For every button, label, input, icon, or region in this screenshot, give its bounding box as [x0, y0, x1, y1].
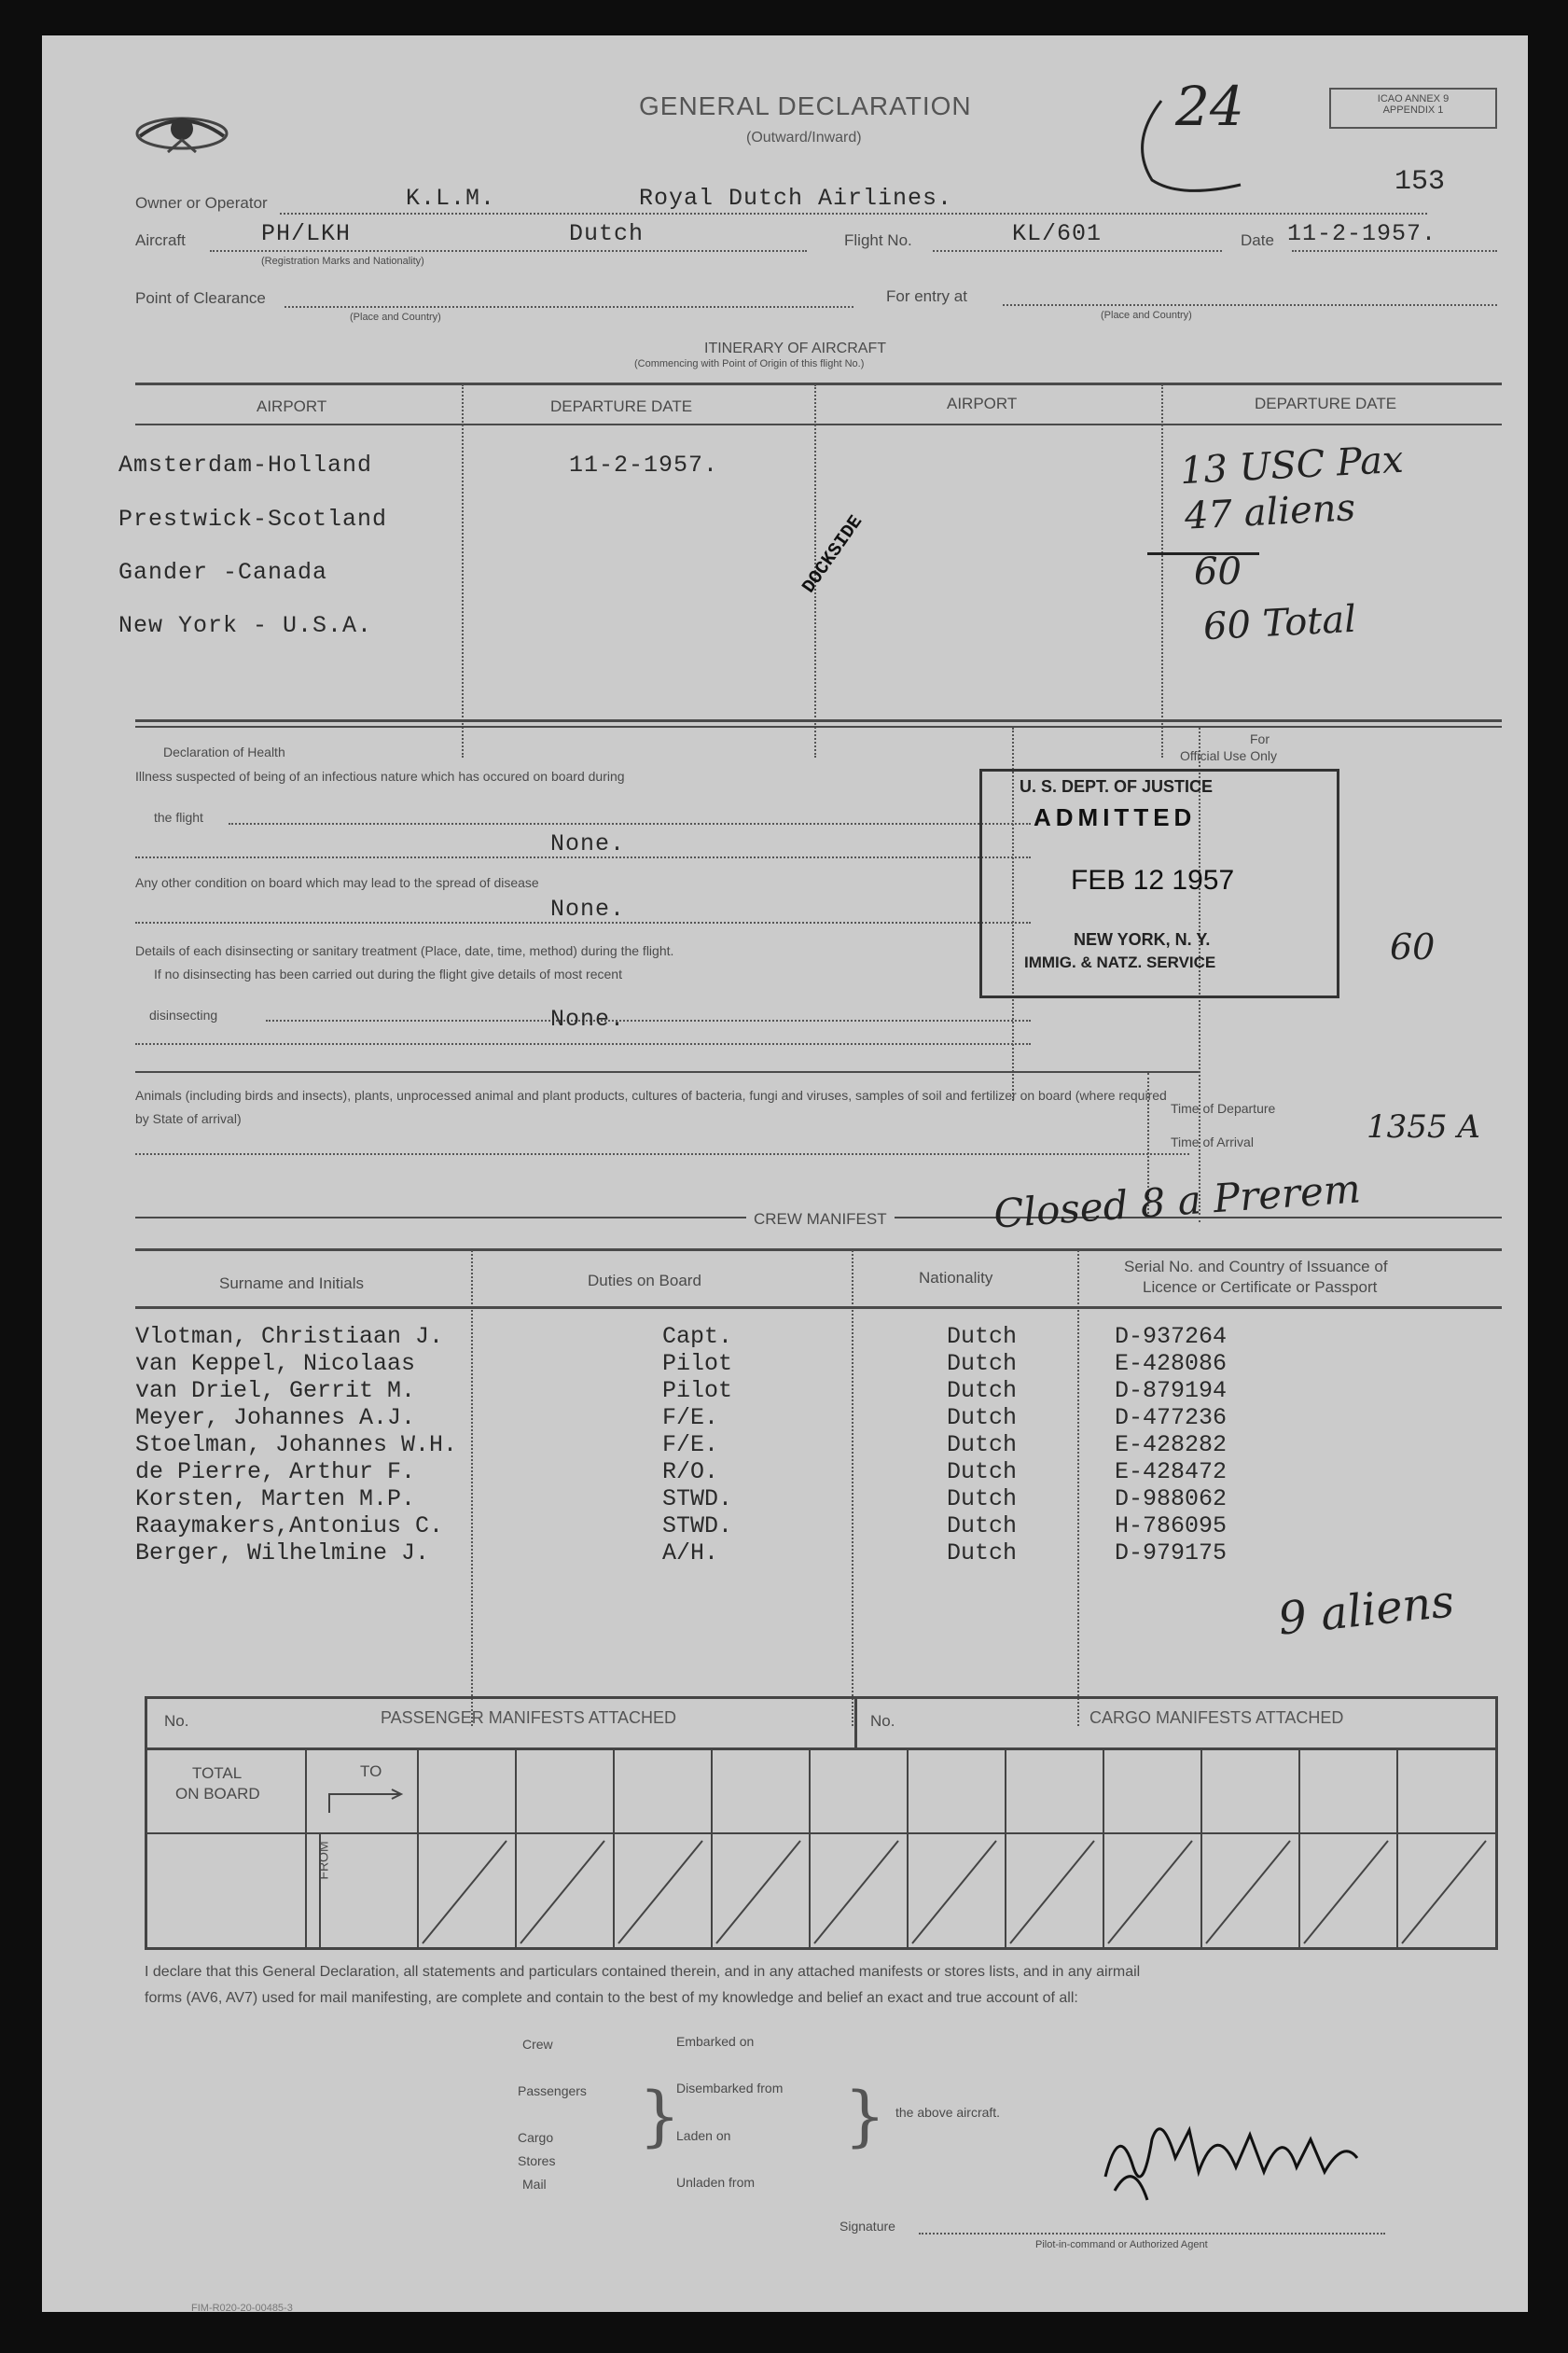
- crew-duty: Pilot: [662, 1377, 733, 1404]
- decl-crew: Crew: [522, 2037, 553, 2052]
- crew-nationality: Dutch: [947, 1377, 1018, 1404]
- stamp-service: IMMIG. & NATZ. SERVICE: [1024, 954, 1216, 971]
- decl-unladen: Unladen from: [676, 2175, 756, 2190]
- col-duties: Duties on Board: [588, 1272, 701, 1289]
- col-departure-2: DEPARTURE DATE: [1255, 395, 1397, 412]
- crew-row: [135, 1404, 1502, 1431]
- aircraft-note: (Registration Marks and Nationality): [261, 256, 424, 267]
- handwritten-reference: 24: [1175, 75, 1244, 138]
- crew-row: [135, 1431, 1502, 1458]
- owner-value: K.L.M.: [406, 185, 496, 212]
- crew-duty: Capt.: [662, 1323, 733, 1350]
- decl-disembarked: Disembarked from: [676, 2081, 784, 2095]
- page-number: 153: [1395, 166, 1446, 198]
- aircraft-label: Aircraft: [135, 231, 186, 249]
- col-departure-1: DEPARTURE DATE: [550, 397, 693, 415]
- crew-name: Berger, Wilhelmine J.: [135, 1539, 430, 1566]
- hand-count-60: 60: [1390, 926, 1436, 968]
- crew-duty: F/E.: [662, 1404, 719, 1431]
- crew-row: [135, 1485, 1502, 1512]
- health-q2: Any other condition on board which may lead to the spread of disease: [135, 875, 539, 890]
- col-name: Surname and Initials: [219, 1274, 364, 1292]
- klm-crown-logo: [131, 101, 233, 166]
- crew-nationality: Dutch: [947, 1458, 1018, 1485]
- annex-line2: APPENDIX 1: [1382, 104, 1444, 116]
- annex-box: [1329, 88, 1497, 129]
- crew-serial: E-428472: [1115, 1458, 1228, 1485]
- stamp-date: FEB 12 1957: [1071, 865, 1235, 896]
- manifest-grid: [147, 1747, 1495, 1947]
- airport-2: Prestwick-Scotland: [118, 506, 388, 533]
- crew-row: [135, 1539, 1502, 1566]
- airport-4: New York - U.S.A.: [118, 612, 373, 639]
- official-use-only: Official Use Only: [1180, 748, 1277, 763]
- hand-closed-note: Closed 8 a Prerem: [992, 1165, 1363, 1237]
- left-brace: }: [639, 2078, 681, 2154]
- clearance-note: (Place and Country): [350, 312, 441, 323]
- crew-serial: D-979175: [1115, 1539, 1228, 1566]
- hand-note-sum: 60: [1194, 550, 1242, 593]
- crew-serial: D-879194: [1115, 1377, 1228, 1404]
- crew-nationality: Dutch: [947, 1512, 1018, 1539]
- col-serial-1: Serial No. and Country of Issuance of: [1124, 1258, 1388, 1275]
- hand-aliens-count: 9 aliens: [1275, 1575, 1457, 1646]
- crew-nationality: Dutch: [947, 1485, 1018, 1512]
- health-q3c: disinsecting: [149, 1008, 218, 1023]
- crew-duty: STWD.: [662, 1512, 733, 1539]
- decl-mail: Mail: [522, 2177, 547, 2192]
- crew-name: van Keppel, Nicolaas: [135, 1350, 416, 1377]
- declaration-sheet: [42, 35, 1528, 2312]
- hand-note-aliens: 47 aliens: [1183, 486, 1357, 538]
- health-q3: Details of each disinsecting or sanitary treatment (Place, date, time, method) during the flight.: [135, 943, 674, 958]
- owner-name: Royal Dutch Airlines.: [639, 185, 953, 212]
- decl-embarked: Embarked on: [676, 2034, 755, 2049]
- decl-stores: Stores: [518, 2153, 556, 2168]
- hand-note-uscpax: 13 USC Pax: [1178, 438, 1405, 494]
- crew-rows: [135, 1323, 1502, 1566]
- itinerary-title: ITINERARY OF AIRCRAFT: [704, 341, 886, 356]
- crew-nationality: Dutch: [947, 1323, 1018, 1350]
- crew-nationality: Dutch: [947, 1404, 1018, 1431]
- crew-duty: Pilot: [662, 1350, 733, 1377]
- crew-duty: STWD.: [662, 1485, 733, 1512]
- flight-number: KL/601: [1012, 220, 1103, 247]
- health-title: Declaration of Health: [163, 745, 285, 759]
- clearance-label: Point of Clearance: [135, 289, 266, 307]
- total-label-1: TOTAL: [192, 1764, 243, 1782]
- footer-code: FIM-R020-20-00485-3: [191, 2303, 293, 2314]
- to-label: TO: [360, 1762, 382, 1780]
- crew-nationality: Dutch: [947, 1350, 1018, 1377]
- decl-aircraft: the above aircraft.: [895, 2105, 1001, 2120]
- dockside-stamp: DOCKSIDE: [798, 511, 867, 598]
- health-q1b: the flight: [154, 810, 203, 825]
- owner-label: Owner or Operator: [135, 194, 268, 212]
- admitted-stamp: [979, 769, 1339, 998]
- crew-serial: H-786095: [1115, 1512, 1228, 1539]
- health-q3b: If no disinsecting has been carried out during the flight give details of most recent: [154, 967, 622, 982]
- crew-duty: R/O.: [662, 1458, 719, 1485]
- health-answer-3: None.: [550, 1006, 626, 1033]
- flight-label: Flight No.: [844, 231, 912, 249]
- signature-label: Signature: [840, 2219, 895, 2234]
- crew-name: Raaymakers,Antonius C.: [135, 1512, 444, 1539]
- crew-row: [135, 1458, 1502, 1485]
- col-nationality: Nationality: [919, 1269, 993, 1287]
- flight-date: 11-2-1957.: [1287, 220, 1437, 247]
- declaration-text-2: forms (AV6, AV7) used for mail manifesting, are complete and contain to the best of my knowledge and belief an exact and true account of all:: [145, 1990, 1078, 2006]
- time-departure-label: Time of Departure: [1171, 1101, 1276, 1116]
- passenger-manifests-title: PASSENGER MANIFESTS ATTACHED: [381, 1708, 677, 1727]
- annex-line1: ICAO ANNEX 9: [1377, 93, 1450, 104]
- crew-name: Meyer, Johannes A.J.: [135, 1404, 416, 1431]
- crew-name: Stoelman, Johannes W.H.: [135, 1431, 458, 1458]
- hand-note-total: 60 Total: [1201, 597, 1358, 649]
- itinerary-subtitle: (Commencing with Point of Origin of this flight No.): [634, 358, 865, 369]
- crew-title: CREW MANIFEST: [746, 1210, 895, 1229]
- airport-1: Amsterdam-Holland: [118, 452, 373, 479]
- crew-duty: F/E.: [662, 1431, 719, 1458]
- from-label: FROM: [315, 1841, 331, 1880]
- crew-name: de Pierre, Arthur F.: [135, 1458, 416, 1485]
- signature: [1096, 2102, 1367, 2214]
- decl-laden: Laden on: [676, 2128, 731, 2143]
- health-answer-2: None.: [550, 896, 626, 923]
- manifests-table: [145, 1696, 1498, 1950]
- total-label-2: ON BOARD: [175, 1785, 260, 1803]
- time-arrival-label: Time of Arrival: [1171, 1135, 1254, 1149]
- aircraft-nationality: Dutch: [569, 220, 645, 247]
- stamp-dept: U. S. DEPT. OF JUSTICE: [1020, 777, 1214, 796]
- crew-serial: E-428282: [1115, 1431, 1228, 1458]
- hand-time: 1355 A: [1367, 1108, 1480, 1146]
- crew-row: [135, 1512, 1502, 1539]
- crew-row: [135, 1350, 1502, 1377]
- decl-cargo: Cargo: [518, 2130, 554, 2145]
- aircraft-registration: PH/LKH: [261, 220, 352, 247]
- signature-note: Pilot-in-command or Authorized Agent: [1035, 2239, 1208, 2250]
- crew-name: van Driel, Gerrit M.: [135, 1377, 416, 1404]
- entry-note: (Place and Country): [1101, 310, 1192, 321]
- official-for: For: [1250, 731, 1270, 746]
- departure-date-1: 11-2-1957.: [569, 452, 719, 479]
- crew-serial: D-477236: [1115, 1404, 1228, 1431]
- crew-name: Korsten, Marten M.P.: [135, 1485, 416, 1512]
- crew-row: [135, 1323, 1502, 1350]
- crew-duty: A/H.: [662, 1539, 719, 1566]
- cargo-no-label: No.: [870, 1712, 895, 1730]
- crew-serial: D-988062: [1115, 1485, 1228, 1512]
- crew-name: Vlotman, Christiaan J.: [135, 1323, 444, 1350]
- col-airport-2: AIRPORT: [947, 395, 1018, 412]
- form-title: GENERAL DECLARATION: [639, 91, 972, 120]
- health-q1: Illness suspected of being of an infectious nature which has occured on board during: [135, 769, 625, 784]
- date-label: Date: [1241, 231, 1274, 249]
- airport-3: Gander -Canada: [118, 559, 328, 586]
- cargo-manifests-title: CARGO MANIFESTS ATTACHED: [1089, 1708, 1344, 1727]
- crew-row: [135, 1377, 1502, 1404]
- pax-no-label: No.: [164, 1712, 189, 1730]
- right-brace: }: [844, 2078, 886, 2154]
- crew-serial: E-428086: [1115, 1350, 1228, 1377]
- stamp-admitted: ADMITTED: [1034, 803, 1197, 831]
- decl-passengers: Passengers: [518, 2083, 587, 2098]
- health-answer-1: None.: [550, 830, 626, 857]
- form-subtitle: (Outward/Inward): [746, 130, 862, 146]
- declaration-text-1: I declare that this General Declaration, all statements and particulars contained therein, and in any attached manifests or stores lists, and in any airmail: [145, 1964, 1141, 1980]
- col-serial-2: Licence or Certificate or Passport: [1143, 1278, 1378, 1296]
- entry-label: For entry at: [886, 287, 967, 305]
- crew-nationality: Dutch: [947, 1539, 1018, 1566]
- stamp-city: NEW YORK, N. Y.: [1074, 930, 1211, 949]
- col-airport-1: AIRPORT: [257, 397, 327, 415]
- crew-serial: D-937264: [1115, 1323, 1228, 1350]
- crew-nationality: Dutch: [947, 1431, 1018, 1458]
- animals-question: Animals (including birds and insects), plants, unprocessed animal and plant products, cultures of bacteria, fungi and viruses, samples of soil and fertilizer on board (where required by State of arrival): [135, 1088, 1167, 1126]
